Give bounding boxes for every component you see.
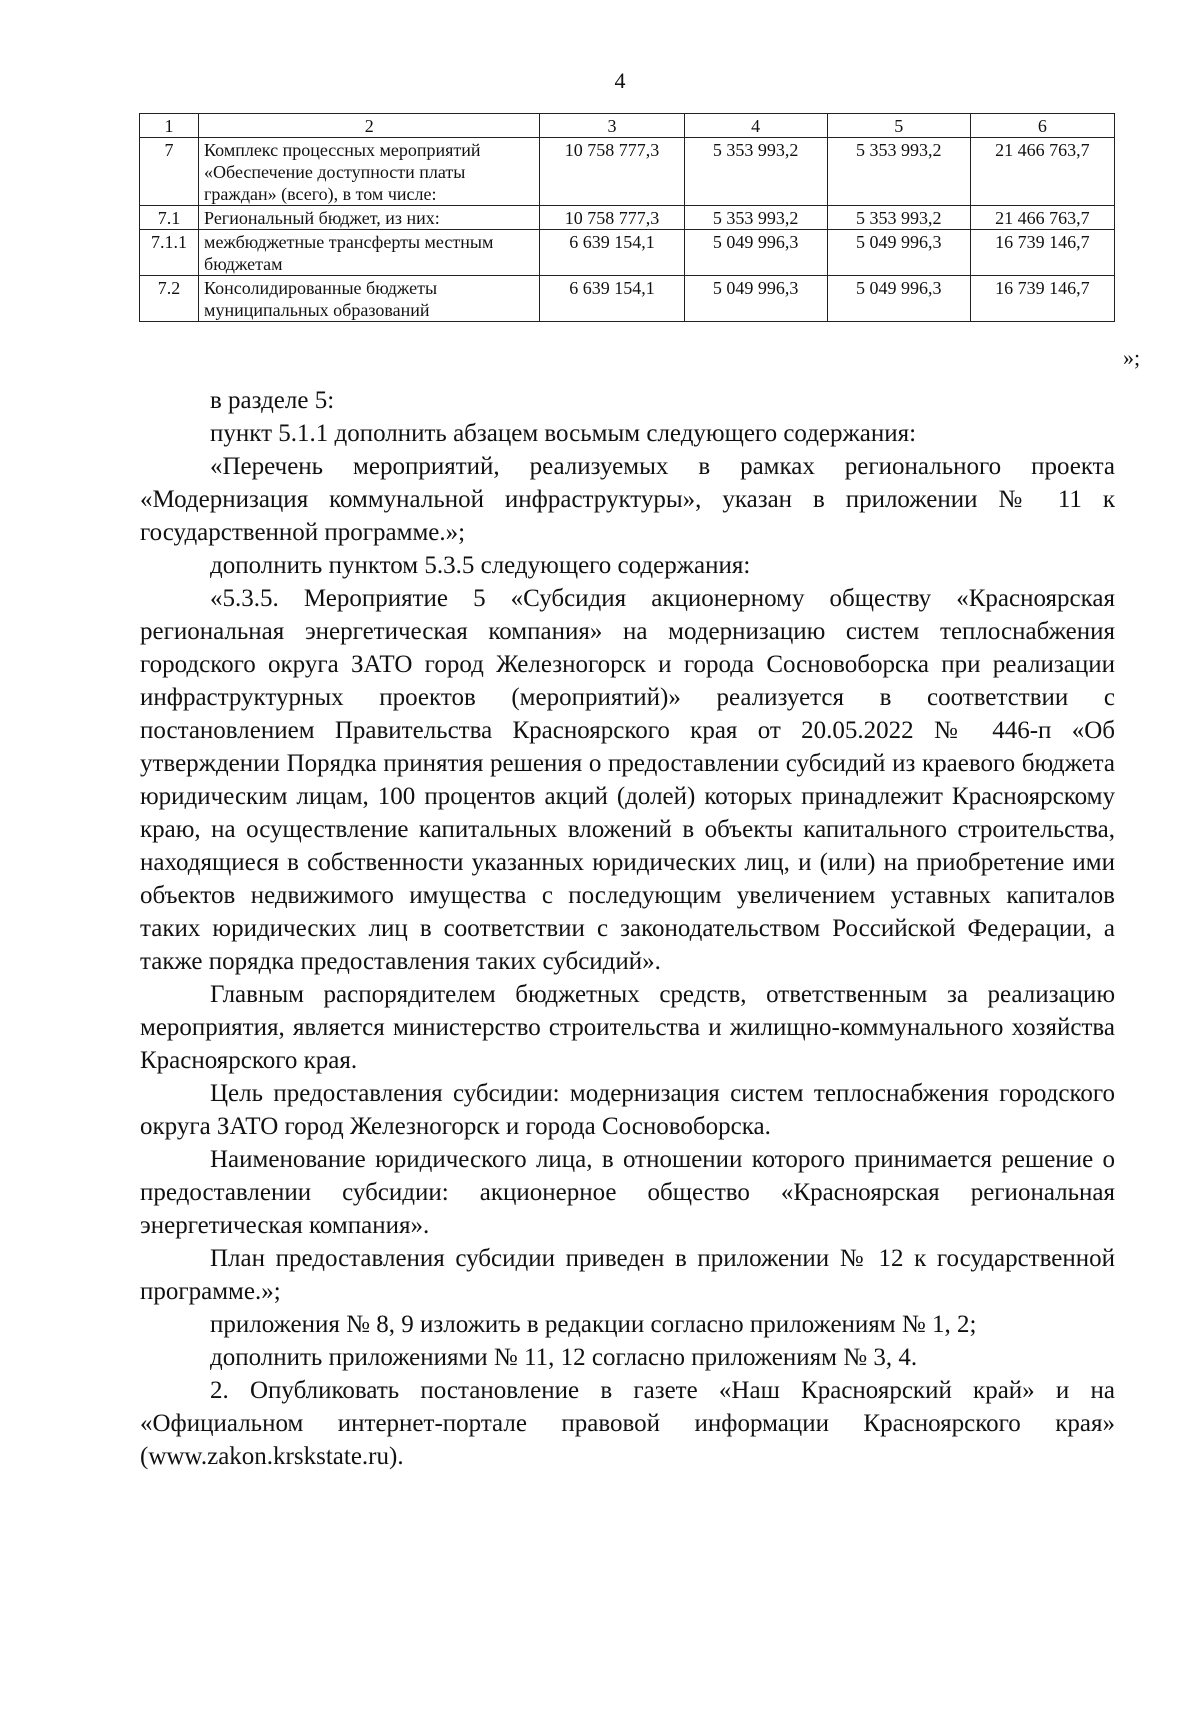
paragraph-subsidy-goal: Цель предоставления субсидии: модернизация систем теплоснабжения городского округа ЗАТО город Железногорск и города Сосновоборска. xyxy=(140,1080,1115,1140)
paragraph-quote-list: «Перечень мероприятий, реализуемых в рамках регионального проекта «Модернизация коммунальной инфраструктуры», указан в приложении № 11 к государственной программе.»; xyxy=(140,453,1115,546)
table-cell-value: 10 758 777,3 xyxy=(540,138,684,206)
table-row xyxy=(140,138,1115,206)
table-header-cell: 1 xyxy=(140,114,199,138)
paragraph-legal-entity: Наименование юридического лица, в отношении которого принимается решение о предоставлении субсидии: акционерное общество «Красноярская региональная энергетическая компания». xyxy=(140,1146,1115,1239)
paragraph-appendices-11-12: дополнить приложениями № 11, 12 согласно приложениям № 3, 4. xyxy=(210,1344,918,1371)
paragraph-item-5-1-1: пункт 5.1.1 дополнить абзацем восьмым следующего содержания: xyxy=(210,420,917,447)
table-header-cell: 4 xyxy=(684,114,827,138)
table-cell-total: 21 466 763,7 xyxy=(970,206,1114,230)
table-cell-value: 5 049 996,3 xyxy=(827,276,970,322)
paragraph-measure-5: «5.3.5. Мероприятие 5 «Субсидия акционерному обществу «Красноярская региональная энергетическая компания» на модернизацию систем теплоснабжения городского округа ЗАТО город Железногорск и города Сосновоборска при реализации инфраструктурных проектов (мероприятий)» реализуется в соответствии с постановлением Правительства Красноярского края от 20.05.2022 № 446-п «Об утверждении Порядка принятия решения о предоставлении субсидий из краевого бюджета юридическим лицам, 100 процентов акций (долей) которых принадлежит Красноярскому краю, на осуществление капитальных вложений в объекты капитального строительства, находящиеся в собственности указанных юридических лиц, и (или) на приобретение ими объектов недвижимого имущества с последующим увеличением уставных капиталов таких юридических лиц в соответствии с законодательством Российской Федерации, а также порядка предоставления таких субсидий». xyxy=(140,585,1115,975)
table-cell-name: Региональный бюджет, из них: xyxy=(199,206,540,230)
table-cell-value: 6 639 154,1 xyxy=(540,230,684,276)
table-row xyxy=(140,276,1115,322)
table-header-cell: 2 xyxy=(199,114,540,138)
table-cell-value: 5 049 996,3 xyxy=(827,230,970,276)
page-number: 4 xyxy=(614,68,626,93)
table-cell-name: Консолидированные бюджеты муниципальных образований xyxy=(199,276,540,322)
paragraph-add-item-5-3-5: дополнить пунктом 5.3.5 следующего содержания: xyxy=(210,552,751,579)
table-cell-value: 5 049 996,3 xyxy=(684,276,827,322)
table-row xyxy=(140,230,1115,276)
paragraph-main-manager: Главным распорядителем бюджетных средств, ответственным за реализацию мероприятия, является министерство строительства и жилищно-коммунального хозяйства Красноярского края. xyxy=(140,981,1115,1074)
paragraph-section-5: в разделе 5: xyxy=(210,387,335,414)
table-cell-value: 6 639 154,1 xyxy=(540,276,684,322)
table-header-cell: 3 xyxy=(540,114,684,138)
table-cell-value: 5 353 993,2 xyxy=(684,206,827,230)
paragraph-appendices-8-9: приложения № 8, 9 изложить в редакции согласно приложениям № 1, 2; xyxy=(210,1311,977,1338)
table-cell-name: Комплекс процессных мероприятий «Обеспечение доступности платы граждан» (всего), в том числе: xyxy=(199,138,540,206)
table-header-cell: 5 xyxy=(827,114,970,138)
document-body xyxy=(140,384,1115,1473)
table-cell-total: 21 466 763,7 xyxy=(970,138,1114,206)
table-cell-value: 10 758 777,3 xyxy=(540,206,684,230)
table-header-row xyxy=(140,114,1115,138)
table-cell-number: 7.1.1 xyxy=(140,230,199,276)
table-cell-number: 7.2 xyxy=(140,276,199,322)
table-cell-value: 5 353 993,2 xyxy=(684,138,827,206)
budget-table xyxy=(139,113,1115,322)
paragraph-publish: 2. Опубликовать постановление в газете «Наш Красноярский край» и на «Официальном интернет-портале правовой информации Красноярского края» (www.zakon.krskstate.ru). xyxy=(140,1377,1115,1470)
table-header-cell: 6 xyxy=(970,114,1114,138)
table-cell-number: 7 xyxy=(140,138,199,206)
table-cell-total: 16 739 146,7 xyxy=(970,230,1114,276)
table-cell-number: 7.1 xyxy=(140,206,199,230)
table-cell-value: 5 049 996,3 xyxy=(684,230,827,276)
table-cell-name: межбюджетные трансферты местным бюджетам xyxy=(199,230,540,276)
table-cell-total: 16 739 146,7 xyxy=(970,276,1114,322)
table-row xyxy=(140,206,1115,230)
table-cell-value: 5 353 993,2 xyxy=(827,206,970,230)
paragraph-subsidy-plan: План предоставления субсидии приведен в приложении № 12 к государственной программе.»; xyxy=(140,1245,1115,1305)
table-closing-quote: »; xyxy=(1123,345,1141,370)
table-cell-value: 5 353 993,2 xyxy=(827,138,970,206)
